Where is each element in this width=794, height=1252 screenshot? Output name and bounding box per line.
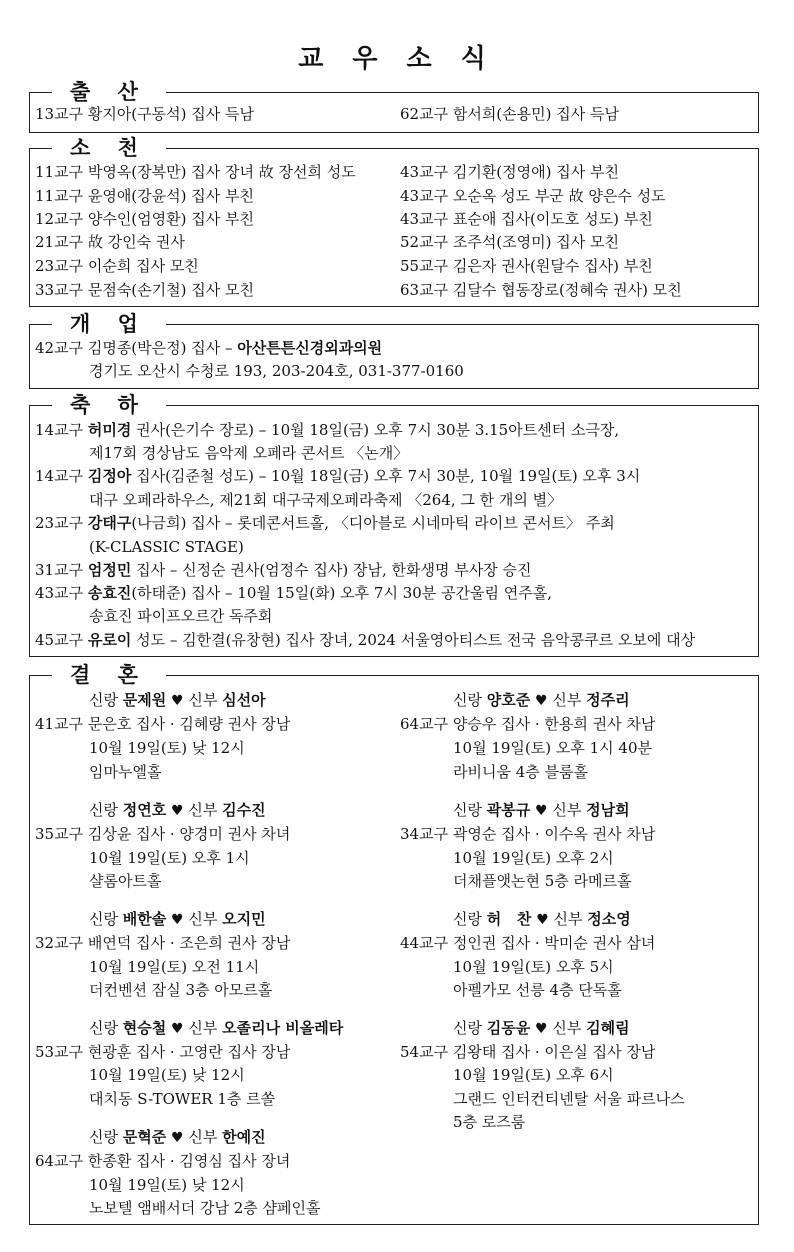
death-left-5: 23교구 이순희 집사 모친 xyxy=(35,257,199,275)
wedding-1-date: 10월 19일(토) 낮 12시 xyxy=(89,739,245,757)
death-left-3: 12교구 양수인(엄영환) 집사 부친 xyxy=(35,210,254,228)
wedding-4-date: 10월 19일(토) 오후 2시 xyxy=(453,849,614,867)
heart-icon: ♥ xyxy=(535,803,548,819)
death-right-1: 43교구 김기환(정영애) 집사 부친 xyxy=(400,163,619,181)
wedding-8-date: 10월 19일(토) 오후 6시 xyxy=(453,1066,614,1084)
wedding-4-venue: 더채플앳논현 5층 라메르홀 xyxy=(453,872,632,890)
wedding-3-date: 10월 19일(토) 오후 1시 xyxy=(89,849,250,867)
page-title: 교 우 소 식 xyxy=(298,44,496,74)
heart-icon: ♥ xyxy=(536,912,549,928)
death-right-6: 63교구 김달수 협동장로(정혜숙 권사) 모친 xyxy=(400,281,682,299)
wedding-2-venue: 라비니움 4층 블룸홀 xyxy=(453,763,589,781)
wedding-4-parents: 34교구 곽영순 집사 · 이수옥 권사 차남 xyxy=(400,825,656,843)
congrats-item-3-cont: (K-CLASSIC STAGE) xyxy=(89,538,244,556)
wedding-3-couple: 신랑 정연호 ♥ 신부 김수진 xyxy=(89,801,266,819)
wedding-6-date: 10월 19일(토) 오후 5시 xyxy=(453,958,614,976)
wedding-6-venue: 아펠가모 선릉 4층 단독홀 xyxy=(453,981,622,999)
heart-icon: ♥ xyxy=(171,693,184,709)
wedding-7-parents: 53교구 현광훈 집사 · 고영란 집사 장남 xyxy=(35,1043,291,1061)
congrats-item-2-cont: 대구 오페라하우스, 제21회 대구국제오페라축제 〈264, 그 한 개의 별〉 xyxy=(89,491,563,509)
opening-line-2: 경기도 오산시 수청로 193, 203-204호, 031-377-0160 xyxy=(89,362,464,380)
wedding-5-parents: 32교구 배연덕 집사 · 조은희 권사 장남 xyxy=(35,934,291,952)
congrats-item-5-cont: 송효진 파이프오르간 독주회 xyxy=(89,607,273,625)
death-right-3: 43교구 표순애 집사(이도호 성도) 부친 xyxy=(400,210,653,228)
wedding-6-parents: 44교구 정인권 집사 · 박미순 권사 삼녀 xyxy=(400,934,656,952)
weddings-label: 결 혼 xyxy=(52,664,166,686)
congrats-item-1-cont: 제17회 경상남도 음악제 오페라 콘서트 〈논개〉 xyxy=(89,444,409,462)
wedding-9-couple: 신랑 문혁준 ♥ 신부 한예진 xyxy=(89,1128,266,1146)
opening-business-name: 아산튼튼신경외과의원 xyxy=(237,339,383,357)
wedding-3-venue: 샬롬아트홀 xyxy=(89,872,162,890)
wedding-8-parents: 54교구 김왕태 집사 · 이은실 집사 장남 xyxy=(400,1043,656,1061)
death-right-5: 55교구 김은자 권사(원달수 집사) 부친 xyxy=(400,257,653,275)
death-left-4: 21교구 故 강인숙 권사 xyxy=(35,233,185,251)
death-right-4: 52교구 조주석(조영미) 집사 모친 xyxy=(400,233,619,251)
congrats-item-1: 14교구 허미경 권사(은기수 장로) – 10월 18일(금) 오후 7시 30분 3.15아트센터 소극장, xyxy=(35,421,620,439)
heart-icon: ♥ xyxy=(171,912,184,928)
wedding-7-venue: 대치동 S-TOWER 1층 르쏠 xyxy=(89,1090,276,1108)
opening-line-1: 42교구 김명종(박은정) 집사 – 아산튼튼신경외과의원 xyxy=(35,339,383,357)
congrats-item-5: 43교구 송효진(하태준) 집사 – 10월 15일(화) 오후 7시 30분 공간울림 연주홀, xyxy=(35,584,553,602)
wedding-8-couple: 신랑 김동윤 ♥ 신부 김혜림 xyxy=(453,1019,630,1037)
wedding-6-couple: 신랑 허 찬 ♥ 신부 정소영 xyxy=(453,910,631,928)
wedding-5-date: 10월 19일(토) 오전 11시 xyxy=(89,958,260,976)
wedding-5-couple: 신랑 배한솔 ♥ 신부 오지민 xyxy=(89,910,266,928)
wedding-9-parents: 64교구 한종환 집사 · 김영심 집사 장녀 xyxy=(35,1152,291,1170)
wedding-2-date: 10월 19일(토) 오후 1시 40분 xyxy=(453,739,653,757)
heart-icon: ♥ xyxy=(535,693,548,709)
wedding-7-date: 10월 19일(토) 낮 12시 xyxy=(89,1066,245,1084)
wedding-5-venue: 더컨벤션 잠실 3층 아모르홀 xyxy=(89,981,273,999)
wedding-7-couple: 신랑 현승철 ♥ 신부 오졸리나 비올레타 xyxy=(89,1019,344,1037)
birth-label: 출 산 xyxy=(52,81,166,103)
congrats-item-3: 23교구 강태구(나금희) 집사 – 롯데콘서트홀, 〈디아블로 시네마틱 라이브 콘서트〉 주최 xyxy=(35,514,615,532)
death-left-2: 11교구 윤영애(강윤석) 집사 부친 xyxy=(35,187,254,205)
congrats-item-2: 14교구 김정아 집사(김준철 성도) – 10월 18일(금) 오후 7시 30분, 10월 19일(토) 오후 3시 xyxy=(35,467,641,485)
congrats-label: 축 하 xyxy=(52,394,166,416)
wedding-9-venue: 노보텔 앰배서더 강남 2층 샴페인홀 xyxy=(89,1199,321,1217)
heart-icon: ♥ xyxy=(171,803,184,819)
death-left-6: 33교구 문점숙(손기철) 집사 모친 xyxy=(35,281,254,299)
birth-left: 13교구 황지아(구동석) 집사 득남 xyxy=(35,105,254,123)
wedding-2-couple: 신랑 양호준 ♥ 신부 정주리 xyxy=(453,691,630,709)
heart-icon: ♥ xyxy=(171,1021,184,1037)
congrats-item-6: 45교구 유로이 성도 – 김한결(유창현) 집사 장녀, 2024 서울영아티스트 전국 음악콩쿠르 오보에 대상 xyxy=(35,631,696,649)
wedding-1-couple: 신랑 문제원 ♥ 신부 심선아 xyxy=(89,691,266,709)
death-right-2: 43교구 오순옥 성도 부군 故 양은수 성도 xyxy=(400,187,666,205)
wedding-4-couple: 신랑 곽봉규 ♥ 신부 정남희 xyxy=(453,801,630,819)
wedding-2-parents: 64교구 양승우 집사 · 한용희 권사 차남 xyxy=(400,715,656,733)
wedding-9-date: 10월 19일(토) 낮 12시 xyxy=(89,1176,245,1194)
wedding-8-venue-1: 그랜드 인터컨티넨탈 서울 파르나스 xyxy=(453,1090,685,1108)
wedding-8-venue-2: 5층 로즈룸 xyxy=(453,1113,526,1131)
deaths-label: 소 천 xyxy=(52,137,166,159)
death-left-1: 11교구 박영옥(장복만) 집사 장녀 故 장선희 성도 xyxy=(35,163,356,181)
birth-right: 62교구 함서희(손용민) 집사 득남 xyxy=(400,105,619,123)
wedding-3-parents: 35교구 김상윤 집사 · 양경미 권사 차녀 xyxy=(35,825,291,843)
heart-icon: ♥ xyxy=(171,1130,184,1146)
wedding-1-parents: 41교구 문은호 집사 · 김혜량 권사 장남 xyxy=(35,715,291,733)
congrats-item-4: 31교구 엄정민 집사 – 신정순 권사(엄정수 집사) 장남, 한화생명 부사장 승진 xyxy=(35,561,532,579)
opening-label: 개 업 xyxy=(52,313,166,335)
heart-icon: ♥ xyxy=(535,1021,548,1037)
wedding-1-venue: 임마누엘홀 xyxy=(89,763,162,781)
